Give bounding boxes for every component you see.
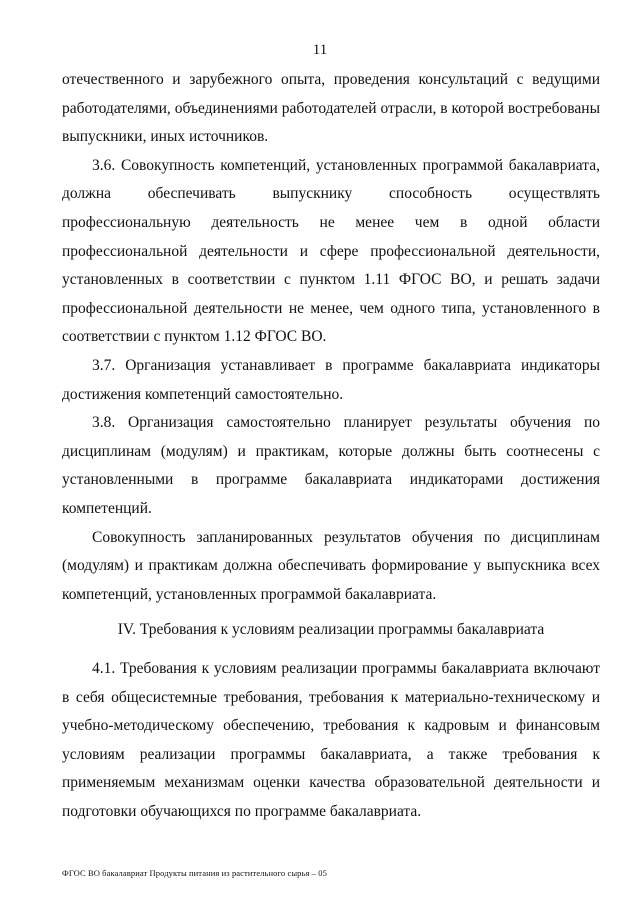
paragraph-3-8: 3.8. Организация самостоятельно планирует результаты обучения по дисциплинам (модулям) и практикам, которые должны быть соотнесены с установленными в программе бакалавриата индикаторами достижения компетенций.: [62, 414, 600, 517]
paragraph-summary: Совокупность запланированных результатов обучения по дисциплинам (модулям) и практикам должна обеспечивать формирование у выпускника всех компетенций, установленных программой бакалавриата.: [62, 528, 600, 603]
paragraph-continuation: отечественного и зарубежного опыта, проведения консультаций с ведущими работодателями, объединениями работодателей отрасли, в которой востребованы выпускники, иных источников.: [62, 71, 600, 146]
footer-note: ФГОС ВО бакалавриат Продукты питания из растительного сырья – 05: [62, 868, 327, 878]
section-heading: IV. Требования к условиям реализации программы бакалавриата: [117, 621, 545, 638]
section-text-block: [62, 655, 600, 827]
body-text-block: [62, 66, 600, 609]
paragraph-3-6: 3.6. Совокупность компетенций, установленных программой бакалавриата, должна обеспечивать выпускнику способность осуществлять профессиональную деятельность не менее чем в одной области профессиональной деятельности и сфере профессиональной деятельности, установленных в соответствии с пунктом 1.11 ФГОС ВО, и решать задачи профессиональной деятельности не менее, чем одного типа, установленного в соответствии с пунктом 1.12 ФГОС ВО.: [62, 156, 600, 346]
paragraph-4-1: 4.1. Требования к условиям реализации программы бакалавриата включают в себя общесистемные требования, требования к материально-техническому и учебно-методическому обеспечению, требования к кадровым и финансовым условиям реализации программы бакалавриата, а также требования к применяемым механизмам оценки качества образовательной деятельности и подготовки обучающихся по программе бакалавриата.: [62, 660, 600, 820]
paragraph-3-7: 3.7. Организация устанавливает в программе бакалавриата индикаторы достижения компетенций самостоятельно.: [62, 356, 600, 403]
page-number: 11: [312, 42, 328, 58]
